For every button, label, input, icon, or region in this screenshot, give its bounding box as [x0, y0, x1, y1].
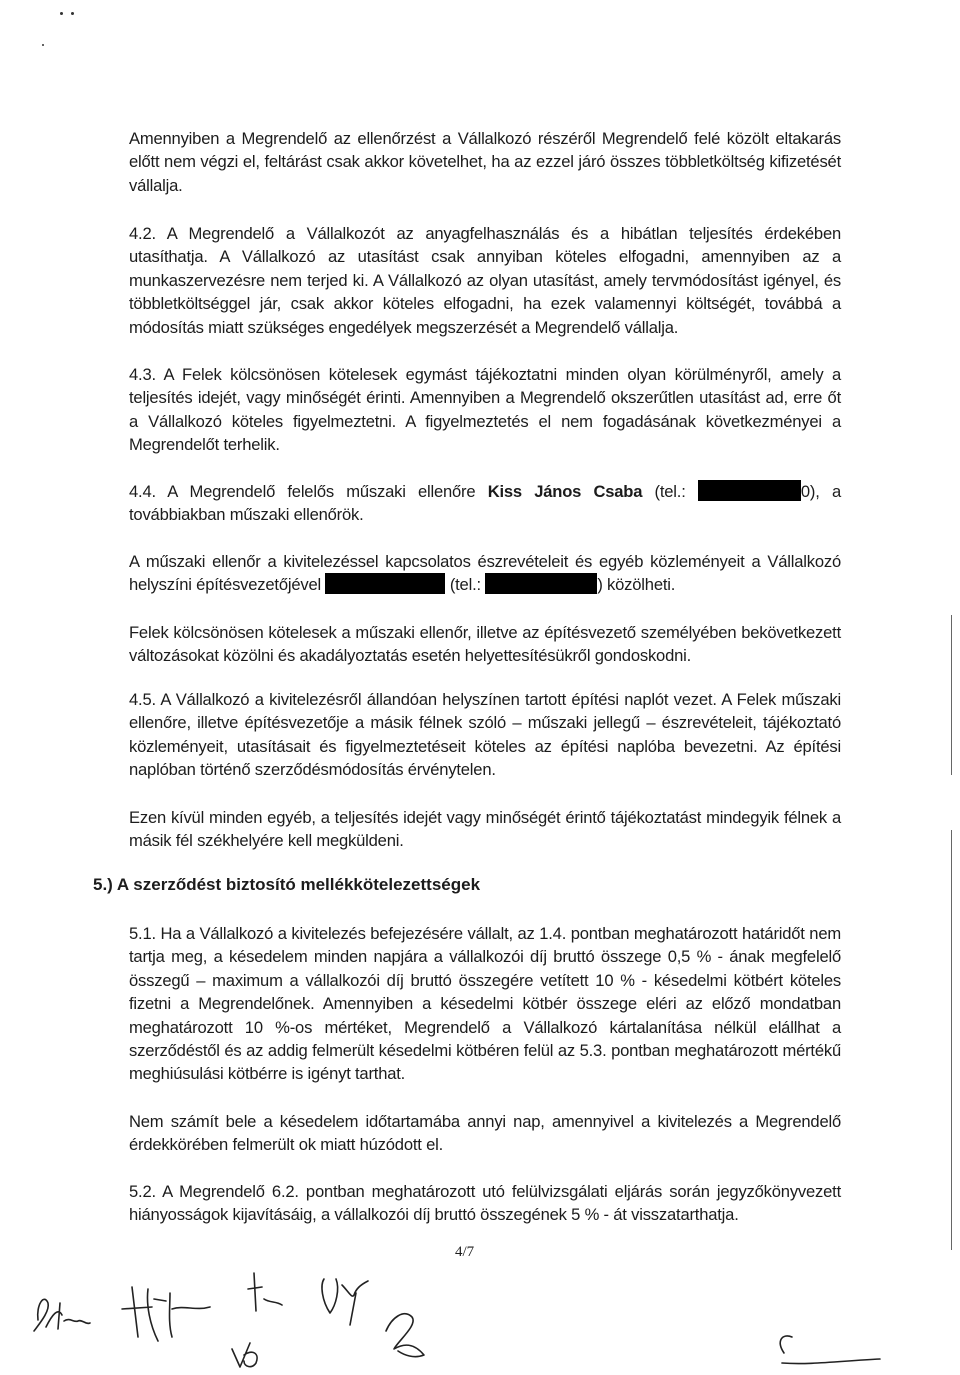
paragraph-site-manager	[129, 550, 841, 597]
paragraph-4-2	[129, 222, 841, 339]
scan-speck	[42, 44, 44, 46]
paragraph-5-2: 5.2. A Megrendelő 6.2. pontban meghatározott utó felülvizsgálati eljárás során jegyzőkönyvezett hiányosságok kijavításáig, a vállalkozói díj bruttó összegének 5 % - át visszatarthatja.	[129, 1182, 841, 1225]
redacted-phone-2	[485, 573, 597, 594]
signature-6	[780, 1336, 880, 1364]
scan-edge-line	[951, 615, 952, 775]
paragraph-4-2-text: 4.2. A Megrendelő a Vállalkozót az anyagfelhasználás és a hibátlan teljesítés érdekében utasíthatja. A Vállalkozó az utasítást csak annyiban köteles elfogadni, amennyiben az a munkaszervezésre nem terjed ki. A Vállalkozó az olyan utasítást, amely tervmódosítást igényel, és többletköltséggel jár, csak akkor köteles elfogadni, ha ezek valamennyi költségét, továbbá a módosítás miatt szükséges engedélyek megszerzését a Megrendelő vállalja.	[129, 224, 841, 337]
signature-2	[122, 1287, 257, 1367]
signatures	[0, 1245, 960, 1375]
page-number: 4/7	[455, 1244, 475, 1260]
paragraph-4-3: 4.3. A Felek kölcsönösen kötelesek egymást tájékoztatni minden olyan körülményről, amely a teljesítés idejét, vagy minőségét érinti. Amennyiben a Megrendelő okszerűtlen utasítást ad, erre őt a Vállalkozó köteles figyelmeztetni. A figyelmeztetés el nem fogadásának következményei a Megrendelőt terhelik.	[129, 365, 841, 455]
signature-3	[248, 1273, 282, 1311]
redacted-name	[325, 573, 445, 594]
site-text-2: (tel.:	[445, 575, 486, 595]
paragraph-felek: Felek kölcsönösen kötelesek a műszaki ellenőr, illetve az építésvezető személyében bekövetkezett változásokat közölni és akadályoztatás esetén helyettesítésükről gondoskodni.	[129, 623, 841, 666]
engineer-name: Kiss János Csaba	[487, 482, 643, 501]
paragraph-4-5: 4.5. A Vállalkozó a kivitelezésről állandóan helyszínen tartott építési naplót vezet. A Felek műszaki ellenőre, illetve építésvezetője a másik félnek szóló – műszaki jellegű – észrevételeit, tájékoztató közleményeit, utasításait és figyelmeztetéseit köteles az építési naplóba bevezetni. Az építési naplóban történő szerződésmódosítás érvénytelen.	[129, 690, 841, 780]
site-text-1: A műszaki ellenőr a kivitelezéssel kapcsolatos észrevételeit és egyéb közleményeit a Vállalkozó helyszíni építésvezetőjével	[129, 552, 841, 595]
redacted-phone	[698, 480, 801, 501]
paragraph-5-1: 5.1. Ha a Vállalkozó a kivitelezés befejezésére vállalt, az 1.4. pontban meghatározott határidőt nem tartja meg, a késedelem minden napjára a vállalkozói díj bruttó összege 0,5 % - ának megfelelő összegű – maximum a vállalkozói díj bruttó összegére vetített 10 % - késedelmi kötbért köteles fizetni a Megrendelőnek. Amennyiben a késedelmi kötbér összege eléri az előző mondatban meghatározott 10 %-os mértéket, Megrendelő a Vállalkozó kártalanítása nélkül elállhat a szerződéstől és az addig felmerült késedelmi kötbéren felül az 5.3. pontban meghatározott mértékű meghiúsulási kötbérre is igényt tarthat.	[129, 924, 841, 1084]
p44-text-3: 0), a továbbiakban műszaki ellenőrök.	[129, 482, 841, 525]
site-text-3: ) közölheti.	[597, 575, 676, 595]
scan-speck	[71, 12, 74, 15]
paragraph-4-4	[129, 480, 841, 527]
scan-edge-line	[951, 830, 952, 1250]
paragraph-ezen: Ezen kívül minden egyéb, a teljesítés idejét vagy minőségét érintő tájékoztatást mindegyik félnek a másik fél székhelyére kell megküldeni.	[129, 808, 841, 851]
scan-speck	[60, 12, 63, 15]
signature-5	[386, 1314, 424, 1357]
section-5-heading: 5.) A szerződést biztosító mellékkötelezettségek	[93, 875, 481, 894]
paragraph-intro: Amennyiben a Megrendelő az ellenőrzést a Vállalkozó részéről Megrendelő felé közölt eltakarás előtt nem végzi el, feltárást csak akkor követelhet, ha az ezzel járó összes többletköltség kifizetését vállalja.	[129, 129, 841, 195]
p44-text-2: (tel.:	[642, 482, 698, 501]
signature-1	[34, 1299, 90, 1331]
p44-text-1: 4.4. A Megrendelő felelős műszaki ellenőre	[129, 482, 488, 501]
signature-4	[322, 1279, 368, 1325]
paragraph-nem-szamit: Nem számít bele a késedelem időtartamába annyi nap, amennyivel a kivitelezés a Megrendelő érdekkörében felmerült ok miatt húzódott el.	[129, 1112, 841, 1155]
